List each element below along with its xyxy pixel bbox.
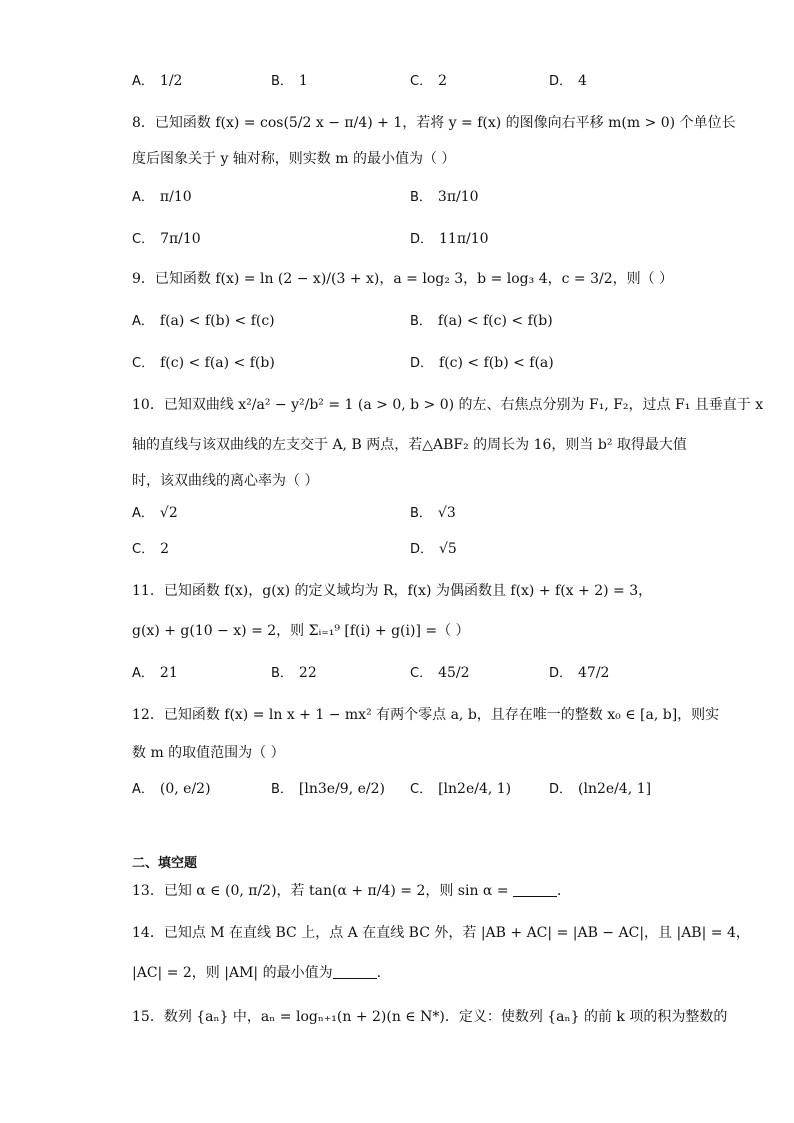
- q8-option-a[interactable]: A． π/10: [132, 189, 192, 205]
- q9-option-a[interactable]: A． f(a) < f(b) < f(c): [132, 313, 275, 329]
- q12-option-d[interactable]: D． (ln2e/4, 1]: [549, 781, 652, 797]
- q11-stem-line2: g(x) + g(10 − x) = 2，则 Σᵢ₌₁⁹ [f(i) + g(i)] =（ ）: [132, 623, 470, 639]
- q13-stem: 13．已知 α ∈ (0, π/2)，若 tan(α + π/4) = 2，则 sin α = ．: [132, 883, 572, 899]
- q11-option-c[interactable]: C． 45/2: [410, 665, 470, 681]
- q14-stem-line2: |AC| = 2，则 |AM| 的最小值为 .: [132, 965, 382, 981]
- q8-option-d[interactable]: D． 11π/10: [410, 231, 489, 247]
- q10-option-c[interactable]: C． 2: [132, 541, 169, 557]
- section-fill-in-title: 二、填空题: [132, 856, 198, 871]
- q8-option-b[interactable]: B． 3π/10: [410, 189, 479, 205]
- q11-option-a[interactable]: A． 21: [132, 665, 178, 681]
- q15-stem-line1: 15．数列 {aₙ} 中，aₙ = logₙ₊₁(n + 2)(n ∈ N*)．定义：使数列 {aₙ} 的前 k 项的积为整数的: [132, 1009, 728, 1025]
- q10-option-a[interactable]: A． √2: [132, 505, 178, 521]
- q10-stem-line3: 时，该双曲线的离心率为（ ）: [132, 473, 319, 489]
- q7-option-d[interactable]: D． 4: [549, 73, 587, 89]
- q10-option-b[interactable]: B． √3: [410, 505, 456, 521]
- q8-stem-line2: 度后图象关于 y 轴对称，则实数 m 的最小值为（ ）: [132, 151, 456, 167]
- q12-option-b[interactable]: B． [ln3e/9, e/2): [271, 781, 385, 797]
- q12-stem-line2: 数 m 的取值范围为（ ）: [132, 745, 285, 761]
- q11-stem-line1: 11．已知函数 f(x)，g(x) 的定义域均为 R，f(x) 为偶函数且 f(x) + f(x + 2) = 3，: [132, 583, 653, 599]
- q13-answer-blank[interactable]: [513, 882, 557, 897]
- q11-option-d[interactable]: D． 47/2: [549, 665, 610, 681]
- q14-stem-line1: 14．已知点 M 在直线 BC 上，点 A 在直线 BC 外，若 |AB + AC| = |AB − AC|，且 |AB| = 4，: [132, 925, 750, 941]
- q8-stem-line1: 8．已知函数 f(x) = cos(5/2 x − π/4) + 1，若将 y = f(x) 的图像向右平移 m(m > 0) 个单位长: [132, 115, 736, 131]
- q9-stem: 9．已知函数 f(x) = ln (2 − x)/(3 + x)，a = log₂ 3，b = log₃ 4，c = 3/2，则（ ）: [132, 271, 674, 287]
- q7-option-c[interactable]: C． 2: [410, 73, 447, 89]
- q10-stem-line1: 10．已知双曲线 x²/a² − y²/b² = 1 (a > 0, b > 0) 的左、右焦点分别为 F₁, F₂，过点 F₁ 且垂直于 x: [132, 397, 764, 413]
- q11-option-b[interactable]: B． 22: [271, 665, 317, 681]
- q7-option-a[interactable]: A． 1/2: [132, 73, 183, 89]
- q8-option-c[interactable]: C． 7π/10: [132, 231, 201, 247]
- q12-option-c[interactable]: C． [ln2e/4, 1): [410, 781, 512, 797]
- q12-stem-line1: 12．已知函数 f(x) = ln x + 1 − mx² 有两个零点 a, b，且存在唯一的整数 x₀ ∈ [a, b]，则实: [132, 707, 720, 723]
- q14-answer-blank[interactable]: [333, 964, 377, 979]
- q10-stem-line2: 轴的直线与该双曲线的左支交于 A, B 两点，若△ABF₂ 的周长为 16，则当 b² 取得最大值: [132, 437, 687, 453]
- q7-option-b[interactable]: B． 1: [271, 73, 308, 89]
- q10-option-d[interactable]: D． √5: [410, 541, 457, 557]
- q9-option-d[interactable]: D． f(c) < f(b) < f(a): [410, 355, 554, 371]
- q9-option-b[interactable]: B． f(a) < f(c) < f(b): [410, 313, 553, 329]
- q9-option-c[interactable]: C． f(c) < f(a) < f(b): [132, 355, 275, 371]
- q12-option-a[interactable]: A． (0, e/2): [132, 781, 211, 797]
